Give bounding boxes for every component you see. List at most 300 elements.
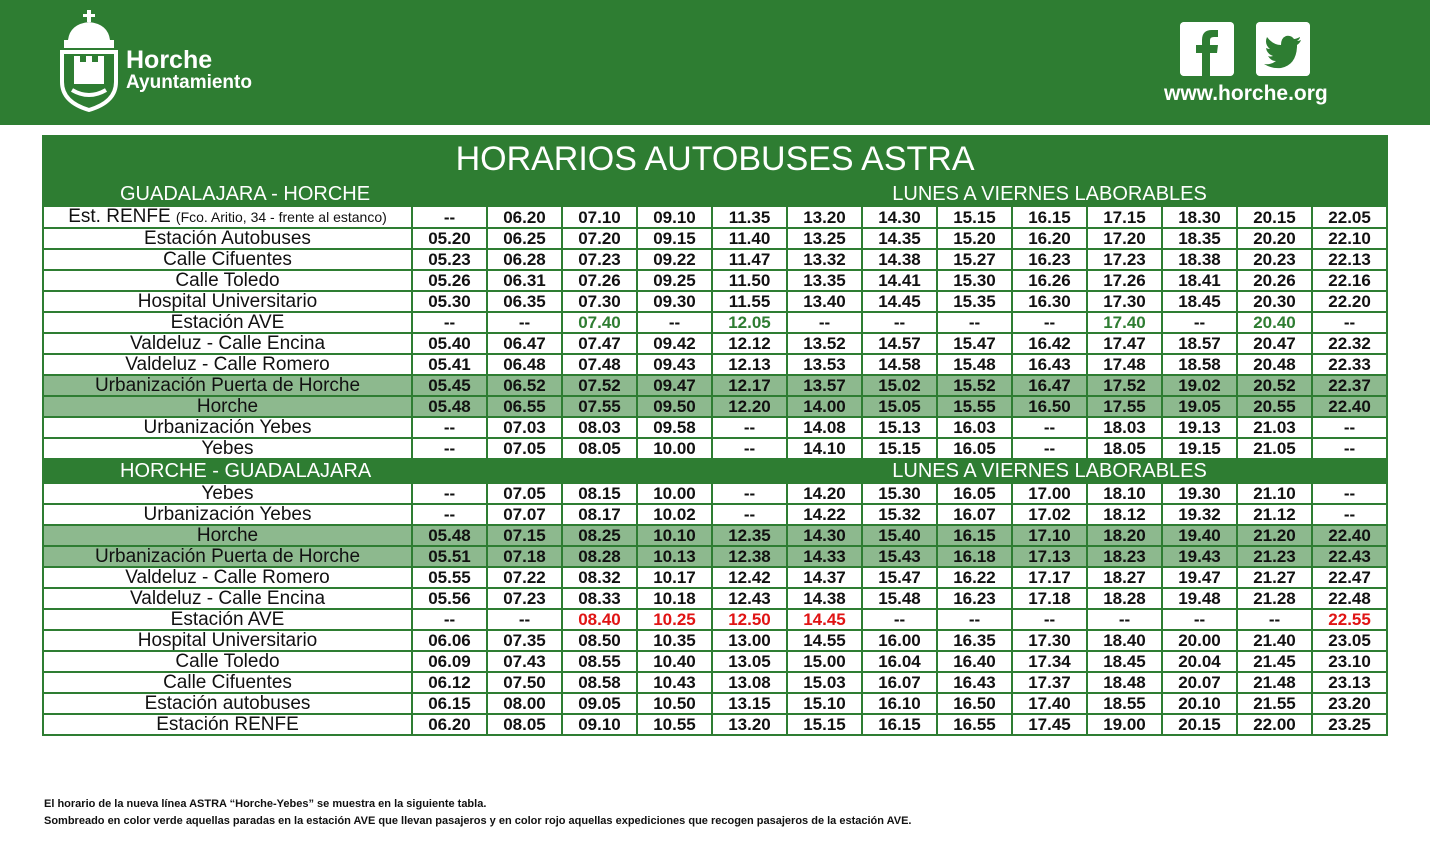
time-cell: 05.51 — [412, 546, 487, 567]
table-row — [43, 312, 1387, 333]
table-row — [43, 438, 1387, 459]
time-cell: 10.00 — [637, 438, 712, 459]
time-cell: -- — [637, 312, 712, 333]
stop-note: (Fco. Aritio, 34 - frente al estanco) — [175, 209, 387, 225]
stop-name — [43, 354, 412, 375]
time-cell: 15.30 — [937, 270, 1012, 291]
time-cell: 16.42 — [1012, 333, 1087, 354]
time-cell: 18.40 — [1087, 630, 1162, 651]
time-cell: 13.20 — [787, 206, 862, 228]
time-cell: 10.25 — [637, 609, 712, 630]
time-cell: 12.42 — [712, 567, 787, 588]
stop-name-text: Yebes — [201, 438, 254, 459]
time-cell: 19.43 — [1162, 546, 1237, 567]
time-cell: 15.55 — [937, 396, 1012, 417]
time-cell: 07.55 — [562, 396, 637, 417]
time-cell: 08.33 — [562, 588, 637, 609]
time-cell: 13.08 — [712, 672, 787, 693]
time-cell: 05.41 — [412, 354, 487, 375]
time-cell: 15.35 — [937, 291, 1012, 312]
time-cell: 20.15 — [1162, 714, 1237, 735]
time-cell: 12.20 — [712, 396, 787, 417]
time-cell: 09.50 — [637, 396, 712, 417]
site-header — [0, 0, 1430, 125]
time-cell: 17.26 — [1087, 270, 1162, 291]
stop-name — [43, 438, 412, 459]
time-cell: 15.48 — [937, 354, 1012, 375]
time-cell: 12.17 — [712, 375, 787, 396]
time-cell: 07.22 — [487, 567, 562, 588]
time-cell: -- — [712, 504, 787, 525]
time-cell: 19.40 — [1162, 525, 1237, 546]
time-cell: 17.00 — [1012, 483, 1087, 504]
time-cell: 08.00 — [487, 693, 562, 714]
stop-name-text: Calle Cifuentes — [163, 672, 292, 693]
time-cell: 17.40 — [1012, 693, 1087, 714]
time-cell: 15.00 — [787, 651, 862, 672]
stop-name-text: Urbanización Puerta de Horche — [94, 546, 361, 567]
time-cell: 13.40 — [787, 291, 862, 312]
time-cell: 18.10 — [1087, 483, 1162, 504]
time-cell: 06.25 — [487, 228, 562, 249]
stop-name — [43, 567, 412, 588]
section-route: GUADALAJARA - HORCHE — [43, 182, 712, 206]
time-cell: 14.57 — [862, 333, 937, 354]
website-url[interactable]: www.horche.org — [1164, 82, 1328, 105]
time-cell: 06.20 — [412, 714, 487, 735]
stop-name — [43, 525, 412, 546]
time-cell: 14.45 — [787, 609, 862, 630]
time-cell: 08.15 — [562, 483, 637, 504]
time-cell: 10.02 — [637, 504, 712, 525]
stop-name-text: Estación AVE — [170, 609, 285, 630]
time-cell: -- — [412, 417, 487, 438]
time-cell: 16.50 — [937, 693, 1012, 714]
time-cell: 15.15 — [787, 714, 862, 735]
table-row — [43, 609, 1387, 630]
time-cell: 18.27 — [1087, 567, 1162, 588]
time-cell: 06.48 — [487, 354, 562, 375]
brand-subtitle: Ayuntamiento — [126, 72, 252, 93]
time-cell: 22.48 — [1312, 588, 1387, 609]
time-cell: 16.05 — [937, 483, 1012, 504]
time-cell: 13.15 — [712, 693, 787, 714]
time-cell: 17.34 — [1012, 651, 1087, 672]
table-row — [43, 588, 1387, 609]
time-cell: 21.45 — [1237, 651, 1312, 672]
time-cell: 14.30 — [787, 525, 862, 546]
time-cell: 09.43 — [637, 354, 712, 375]
time-cell: 08.17 — [562, 504, 637, 525]
time-cell: 17.55 — [1087, 396, 1162, 417]
stop-name-text: Estación autobuses — [144, 693, 311, 714]
time-cell: 09.22 — [637, 249, 712, 270]
time-cell: 17.10 — [1012, 525, 1087, 546]
time-cell: 06.28 — [487, 249, 562, 270]
time-cell: 21.23 — [1237, 546, 1312, 567]
time-cell: 14.55 — [787, 630, 862, 651]
time-cell: 18.28 — [1087, 588, 1162, 609]
time-cell: 08.03 — [562, 417, 637, 438]
stop-name — [43, 504, 412, 525]
stop-name-text: Calle Toledo — [175, 270, 280, 291]
time-cell: 20.23 — [1237, 249, 1312, 270]
time-cell: 16.47 — [1012, 375, 1087, 396]
time-cell: 16.00 — [862, 630, 937, 651]
time-cell: -- — [1012, 609, 1087, 630]
time-cell: 21.05 — [1237, 438, 1312, 459]
time-cell: 07.20 — [562, 228, 637, 249]
bus-schedule-table — [42, 135, 1388, 736]
stop-name-text: Calle Toledo — [175, 651, 280, 672]
time-cell: 12.35 — [712, 525, 787, 546]
time-cell: 10.10 — [637, 525, 712, 546]
time-cell: 07.05 — [487, 438, 562, 459]
time-cell: 16.20 — [1012, 228, 1087, 249]
time-cell: 17.37 — [1012, 672, 1087, 693]
time-cell: 09.58 — [637, 417, 712, 438]
stop-name — [43, 672, 412, 693]
time-cell: -- — [787, 312, 862, 333]
time-cell: 17.18 — [1012, 588, 1087, 609]
table-row — [43, 630, 1387, 651]
table-row — [43, 396, 1387, 417]
time-cell: 08.55 — [562, 651, 637, 672]
time-cell: 21.27 — [1237, 567, 1312, 588]
time-cell: 20.55 — [1237, 396, 1312, 417]
time-cell: -- — [1312, 438, 1387, 459]
time-cell: 18.03 — [1087, 417, 1162, 438]
time-cell: 16.35 — [937, 630, 1012, 651]
table-row — [43, 249, 1387, 270]
time-cell: 07.05 — [487, 483, 562, 504]
time-cell: 14.08 — [787, 417, 862, 438]
time-cell: 22.33 — [1312, 354, 1387, 375]
time-cell: 05.20 — [412, 228, 487, 249]
time-cell: 06.55 — [487, 396, 562, 417]
time-cell: 14.20 — [787, 483, 862, 504]
time-cell: 07.15 — [487, 525, 562, 546]
table-row — [43, 525, 1387, 546]
time-cell: 10.35 — [637, 630, 712, 651]
time-cell: 17.30 — [1087, 291, 1162, 312]
time-cell: 20.15 — [1237, 206, 1312, 228]
time-cell: 11.50 — [712, 270, 787, 291]
time-cell: 15.48 — [862, 588, 937, 609]
stop-name — [43, 228, 412, 249]
time-cell: -- — [412, 206, 487, 228]
stop-name — [43, 291, 412, 312]
time-cell: 21.10 — [1237, 483, 1312, 504]
time-cell: 22.55 — [1312, 609, 1387, 630]
time-cell: 05.48 — [412, 525, 487, 546]
time-cell: 18.45 — [1162, 291, 1237, 312]
time-cell: 18.35 — [1162, 228, 1237, 249]
time-cell: 20.00 — [1162, 630, 1237, 651]
time-cell: 14.58 — [862, 354, 937, 375]
time-cell: 21.28 — [1237, 588, 1312, 609]
time-cell: 13.05 — [712, 651, 787, 672]
time-cell: 19.32 — [1162, 504, 1237, 525]
stop-name — [43, 270, 412, 291]
time-cell: 07.10 — [562, 206, 637, 228]
stop-name — [43, 396, 412, 417]
time-cell: 22.40 — [1312, 396, 1387, 417]
time-cell: 13.00 — [712, 630, 787, 651]
time-cell: 13.53 — [787, 354, 862, 375]
time-cell: -- — [412, 312, 487, 333]
time-cell: -- — [412, 483, 487, 504]
table-row — [43, 546, 1387, 567]
section-route: HORCHE - GUADALAJARA — [43, 459, 712, 483]
stop-name-text: Urbanización Yebes — [143, 417, 312, 438]
table-row — [43, 228, 1387, 249]
time-cell: 18.38 — [1162, 249, 1237, 270]
time-cell: 17.30 — [1012, 630, 1087, 651]
time-cell: 16.30 — [1012, 291, 1087, 312]
time-cell: 23.10 — [1312, 651, 1387, 672]
table-row — [43, 206, 1387, 228]
time-cell: 18.12 — [1087, 504, 1162, 525]
time-cell: 22.20 — [1312, 291, 1387, 312]
time-cell: 22.47 — [1312, 567, 1387, 588]
time-cell: 07.52 — [562, 375, 637, 396]
time-cell: 18.55 — [1087, 693, 1162, 714]
time-cell: 08.58 — [562, 672, 637, 693]
time-cell: 22.37 — [1312, 375, 1387, 396]
table-row — [43, 270, 1387, 291]
time-cell: 07.48 — [562, 354, 637, 375]
time-cell: 10.40 — [637, 651, 712, 672]
time-cell: 08.50 — [562, 630, 637, 651]
time-cell: 22.16 — [1312, 270, 1387, 291]
time-cell: 09.42 — [637, 333, 712, 354]
time-cell: 17.02 — [1012, 504, 1087, 525]
stop-name-text: Valdeluz - Calle Romero — [125, 354, 330, 375]
time-cell: 20.20 — [1237, 228, 1312, 249]
time-cell: -- — [1087, 609, 1162, 630]
table-row — [43, 504, 1387, 525]
time-cell: 14.38 — [862, 249, 937, 270]
stop-name-text: Hospital Universitario — [137, 291, 318, 312]
time-cell: 12.50 — [712, 609, 787, 630]
time-cell: 10.18 — [637, 588, 712, 609]
time-cell: 08.05 — [562, 438, 637, 459]
time-cell: -- — [412, 609, 487, 630]
time-cell: 07.43 — [487, 651, 562, 672]
time-cell: 19.00 — [1087, 714, 1162, 735]
time-cell: 15.10 — [787, 693, 862, 714]
time-cell: 17.48 — [1087, 354, 1162, 375]
time-cell: 09.30 — [637, 291, 712, 312]
time-cell: 16.15 — [937, 525, 1012, 546]
stop-name — [43, 312, 412, 333]
time-cell: 08.32 — [562, 567, 637, 588]
time-cell: 16.23 — [937, 588, 1012, 609]
time-cell: 05.48 — [412, 396, 487, 417]
table-row — [43, 417, 1387, 438]
stop-name — [43, 630, 412, 651]
time-cell: 06.12 — [412, 672, 487, 693]
time-cell: 20.30 — [1237, 291, 1312, 312]
time-cell: 17.23 — [1087, 249, 1162, 270]
time-cell: 18.58 — [1162, 354, 1237, 375]
time-cell: 19.48 — [1162, 588, 1237, 609]
time-cell: 16.55 — [937, 714, 1012, 735]
time-cell: 18.45 — [1087, 651, 1162, 672]
time-cell: 13.35 — [787, 270, 862, 291]
time-cell: -- — [862, 609, 937, 630]
time-cell: 09.47 — [637, 375, 712, 396]
time-cell: 14.00 — [787, 396, 862, 417]
time-cell: -- — [487, 312, 562, 333]
time-cell: 12.38 — [712, 546, 787, 567]
time-cell: 10.00 — [637, 483, 712, 504]
time-cell: 16.05 — [937, 438, 1012, 459]
time-cell: -- — [1162, 609, 1237, 630]
time-cell: 21.48 — [1237, 672, 1312, 693]
section-days: LUNES A VIERNES LABORABLES — [712, 459, 1387, 483]
time-cell: 20.07 — [1162, 672, 1237, 693]
time-cell: 16.15 — [1012, 206, 1087, 228]
time-cell: 07.50 — [487, 672, 562, 693]
time-cell: 16.50 — [1012, 396, 1087, 417]
time-cell: 11.40 — [712, 228, 787, 249]
time-cell: 12.13 — [712, 354, 787, 375]
time-cell: 09.25 — [637, 270, 712, 291]
table-row — [43, 483, 1387, 504]
time-cell: 07.35 — [487, 630, 562, 651]
time-cell: 16.18 — [937, 546, 1012, 567]
table-row — [43, 672, 1387, 693]
time-cell: 07.26 — [562, 270, 637, 291]
time-cell: 08.05 — [487, 714, 562, 735]
time-cell: 22.10 — [1312, 228, 1387, 249]
time-cell: 21.03 — [1237, 417, 1312, 438]
time-cell: 07.30 — [562, 291, 637, 312]
stop-name — [43, 714, 412, 735]
time-cell: 05.30 — [412, 291, 487, 312]
time-cell: 06.20 — [487, 206, 562, 228]
stop-name-text: Urbanización Puerta de Horche — [94, 375, 361, 396]
time-cell: 06.35 — [487, 291, 562, 312]
time-cell: 17.13 — [1012, 546, 1087, 567]
time-cell: 18.57 — [1162, 333, 1237, 354]
time-cell: 14.22 — [787, 504, 862, 525]
time-cell: 05.55 — [412, 567, 487, 588]
time-cell: 07.07 — [487, 504, 562, 525]
stop-name-text: Horche — [196, 396, 259, 417]
time-cell: -- — [937, 312, 1012, 333]
section-header-row — [43, 459, 1387, 483]
stop-name-text: Est. RENFE — [68, 206, 171, 227]
time-cell: 18.41 — [1162, 270, 1237, 291]
time-cell: -- — [487, 609, 562, 630]
time-cell: 20.40 — [1237, 312, 1312, 333]
time-cell: 15.43 — [862, 546, 937, 567]
time-cell: 07.47 — [562, 333, 637, 354]
table-row — [43, 714, 1387, 735]
time-cell: 23.25 — [1312, 714, 1387, 735]
time-cell: 06.15 — [412, 693, 487, 714]
time-cell: 21.55 — [1237, 693, 1312, 714]
table-row — [43, 651, 1387, 672]
time-cell: 16.22 — [937, 567, 1012, 588]
time-cell: 08.25 — [562, 525, 637, 546]
time-cell: 20.47 — [1237, 333, 1312, 354]
time-cell: 16.23 — [1012, 249, 1087, 270]
time-cell: -- — [862, 312, 937, 333]
stop-name-text: Valdeluz - Calle Romero — [125, 567, 330, 588]
table-row — [43, 693, 1387, 714]
time-cell: -- — [1237, 609, 1312, 630]
time-cell: 21.20 — [1237, 525, 1312, 546]
time-cell: 15.27 — [937, 249, 1012, 270]
time-cell: 08.40 — [562, 609, 637, 630]
time-cell: 17.15 — [1087, 206, 1162, 228]
table-row — [43, 567, 1387, 588]
time-cell: 09.10 — [637, 206, 712, 228]
table-title-row — [43, 136, 1387, 182]
time-cell: 22.13 — [1312, 249, 1387, 270]
time-cell: 11.35 — [712, 206, 787, 228]
time-cell: 16.40 — [937, 651, 1012, 672]
time-cell: 19.05 — [1162, 396, 1237, 417]
stop-name-text: Horche — [196, 525, 259, 546]
time-cell: 20.26 — [1237, 270, 1312, 291]
stop-name — [43, 483, 412, 504]
footnote: Sombreado en color verde aquellas paradas en la estación AVE que llevan pasajeros y en color rojo aquellas expediciones que recogen pasajeros de la estación AVE. — [44, 815, 912, 827]
time-cell: 17.40 — [1087, 312, 1162, 333]
time-cell: 14.37 — [787, 567, 862, 588]
time-cell: 16.03 — [937, 417, 1012, 438]
table-row — [43, 354, 1387, 375]
time-cell: 16.07 — [937, 504, 1012, 525]
coat-of-arms-icon — [58, 10, 120, 112]
time-cell: 22.32 — [1312, 333, 1387, 354]
time-cell: -- — [412, 438, 487, 459]
time-cell: -- — [1312, 483, 1387, 504]
section-days: LUNES A VIERNES LABORABLES — [712, 182, 1387, 206]
time-cell: 15.03 — [787, 672, 862, 693]
time-cell: 20.10 — [1162, 693, 1237, 714]
time-cell: 12.05 — [712, 312, 787, 333]
facebook-icon[interactable] — [1180, 22, 1234, 76]
time-cell: 15.47 — [862, 567, 937, 588]
time-cell: -- — [1312, 504, 1387, 525]
time-cell: 15.40 — [862, 525, 937, 546]
time-cell: 19.13 — [1162, 417, 1237, 438]
time-cell: 19.15 — [1162, 438, 1237, 459]
table-row — [43, 291, 1387, 312]
twitter-icon[interactable] — [1256, 22, 1310, 76]
time-cell: 14.35 — [862, 228, 937, 249]
time-cell: 07.23 — [562, 249, 637, 270]
time-cell: -- — [937, 609, 1012, 630]
time-cell: 17.52 — [1087, 375, 1162, 396]
table-title: HORARIOS AUTOBUSES ASTRA — [43, 136, 1387, 182]
time-cell: 15.47 — [937, 333, 1012, 354]
time-cell: 05.45 — [412, 375, 487, 396]
time-cell: -- — [1012, 417, 1087, 438]
time-cell: 14.41 — [862, 270, 937, 291]
footnotes — [44, 796, 912, 830]
section-header-row — [43, 182, 1387, 206]
time-cell: -- — [412, 504, 487, 525]
time-cell: 16.43 — [1012, 354, 1087, 375]
stop-name-text: Yebes — [201, 483, 254, 504]
time-cell: 09.15 — [637, 228, 712, 249]
